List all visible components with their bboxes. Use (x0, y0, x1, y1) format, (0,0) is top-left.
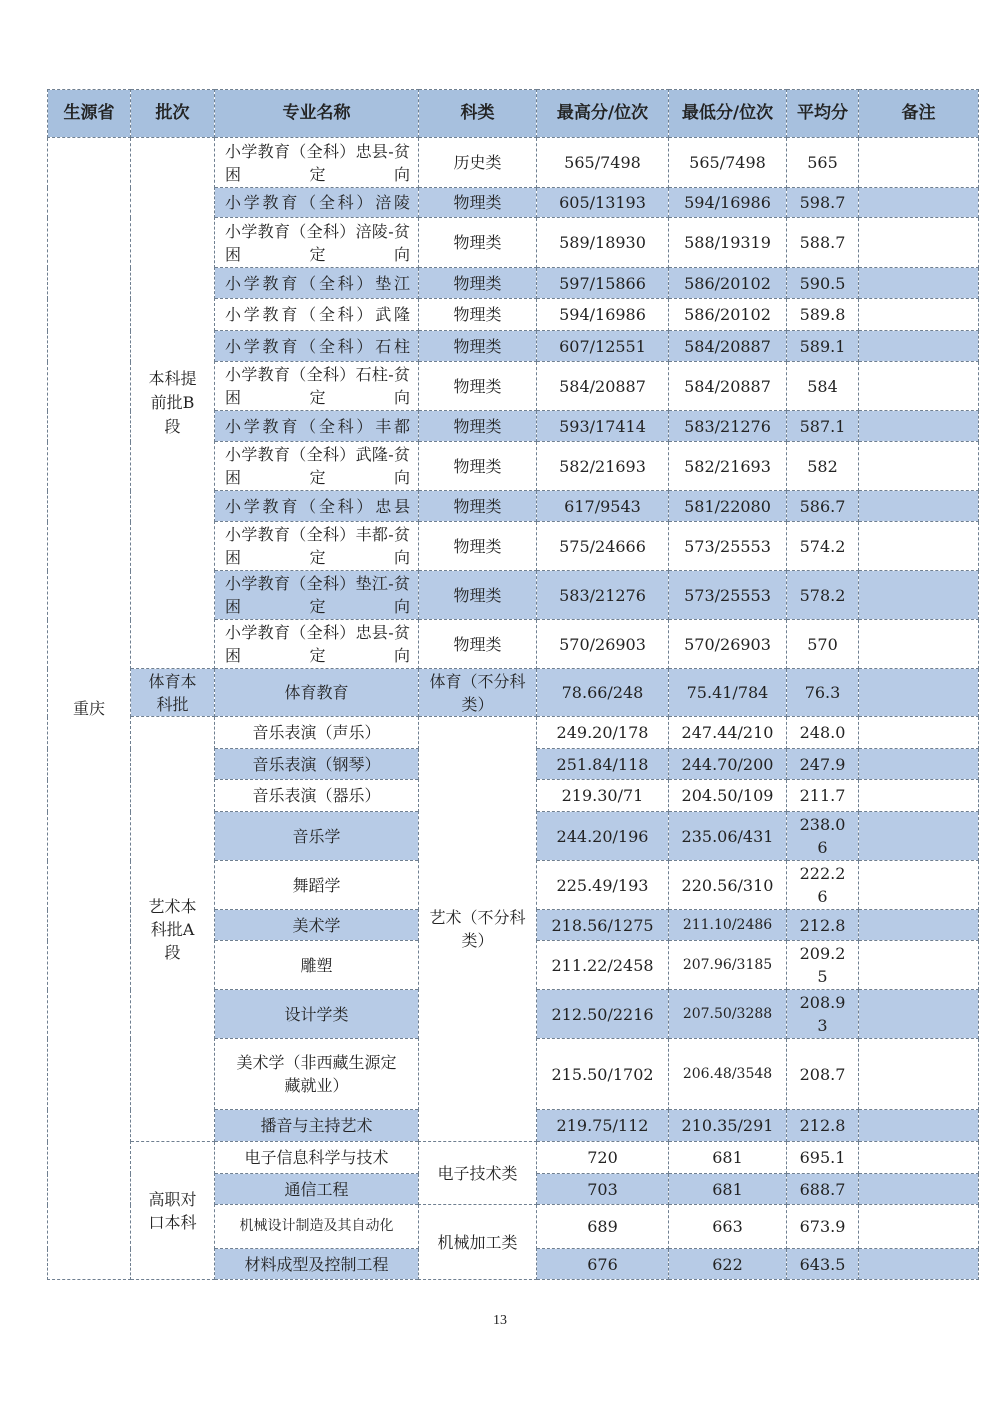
page-number: 13 (493, 1313, 507, 1328)
max-score-cell: 584/20887 (537, 362, 669, 411)
max-score-cell: 607/12551 (537, 331, 669, 362)
table-row (48, 669, 979, 717)
major-cell: 音乐表演（器乐） (215, 780, 419, 812)
batch-cell: 体育本科批 (131, 669, 215, 717)
min-score-cell: 681 (669, 1142, 787, 1174)
min-score-cell: 581/22080 (669, 491, 787, 522)
max-score-cell: 219.30/71 (537, 780, 669, 812)
min-score-cell: 235.06/431 (669, 812, 787, 861)
note-cell (859, 1110, 979, 1142)
major-cell: 体育教育 (215, 669, 419, 717)
avg-score-cell: 208.7 (787, 1039, 859, 1110)
avg-score-cell: 586.7 (787, 491, 859, 522)
note-cell (859, 331, 979, 362)
major-cell: 小学教育（全科）石柱 (215, 331, 419, 362)
avg-score-cell: 209.25 (787, 941, 859, 990)
note-cell (859, 268, 979, 299)
major-cell: 音乐学 (215, 812, 419, 861)
max-score-cell: 251.84/118 (537, 749, 669, 780)
min-score-cell: 681 (669, 1174, 787, 1205)
note-cell (859, 188, 979, 218)
major-cell: 小学教育（全科）忠县-贫困定向 (215, 138, 419, 188)
category-cell: 物理类 (419, 362, 537, 411)
avg-score-cell: 76.3 (787, 669, 859, 717)
header-avg-score: 平均分 (787, 90, 859, 138)
avg-score-cell: 578.2 (787, 571, 859, 620)
max-score-cell: 575/24666 (537, 522, 669, 571)
major-cell: 小学教育（全科）丰都 (215, 411, 419, 442)
table-row (48, 138, 979, 188)
max-score-cell: 593/17414 (537, 411, 669, 442)
admission-score-table (47, 89, 979, 1280)
batch-cell: 艺术本科批A段 (131, 717, 215, 1142)
min-score-cell: 573/25553 (669, 571, 787, 620)
avg-score-cell: 565 (787, 138, 859, 188)
avg-score-cell: 212.8 (787, 1110, 859, 1142)
max-score-cell: 583/21276 (537, 571, 669, 620)
avg-score-cell: 643.5 (787, 1249, 859, 1280)
min-score-cell: 204.50/109 (669, 780, 787, 812)
avg-score-cell: 673.9 (787, 1205, 859, 1249)
major-cell: 播音与主持艺术 (215, 1110, 419, 1142)
note-cell (859, 442, 979, 491)
max-score-cell: 78.66/248 (537, 669, 669, 717)
min-score-cell: 211.10/2486 (669, 910, 787, 941)
major-cell: 设计学类 (215, 990, 419, 1039)
avg-score-cell: 695.1 (787, 1142, 859, 1174)
category-cell: 体育（不分科类） (419, 669, 537, 717)
category-cell: 历史类 (419, 138, 537, 188)
min-score-cell: 622 (669, 1249, 787, 1280)
category-cell: 艺术（不分科类） (419, 717, 537, 1142)
category-cell: 物理类 (419, 491, 537, 522)
major-cell: 雕塑 (215, 941, 419, 990)
header-category: 科类 (419, 90, 537, 138)
note-cell (859, 362, 979, 411)
avg-score-cell: 212.8 (787, 910, 859, 941)
table-header-row (48, 90, 979, 138)
min-score-cell: 594/16986 (669, 188, 787, 218)
avg-score-cell: 238.06 (787, 812, 859, 861)
category-cell: 物理类 (419, 522, 537, 571)
avg-score-cell: 211.7 (787, 780, 859, 812)
max-score-cell: 219.75/112 (537, 1110, 669, 1142)
max-score-cell: 565/7498 (537, 138, 669, 188)
major-cell: 机械设计制造及其自动化 (215, 1205, 419, 1249)
min-score-cell: 586/20102 (669, 299, 787, 331)
category-cell: 电子技术类 (419, 1142, 537, 1205)
min-score-cell: 220.56/310 (669, 861, 787, 910)
avg-score-cell: 589.1 (787, 331, 859, 362)
major-cell: 音乐表演（钢琴） (215, 749, 419, 780)
min-score-cell: 573/25553 (669, 522, 787, 571)
note-cell (859, 1174, 979, 1205)
avg-score-cell: 248.0 (787, 717, 859, 749)
min-score-cell: 586/20102 (669, 268, 787, 299)
major-cell: 小学教育（全科）武隆-贫困定向 (215, 442, 419, 491)
note-cell (859, 1205, 979, 1249)
min-score-cell: 584/20887 (669, 362, 787, 411)
major-cell: 音乐表演（声乐） (215, 717, 419, 749)
max-score-cell: 720 (537, 1142, 669, 1174)
max-score-cell: 244.20/196 (537, 812, 669, 861)
note-cell (859, 812, 979, 861)
category-cell: 物理类 (419, 188, 537, 218)
category-cell: 物理类 (419, 331, 537, 362)
min-score-cell: 583/21276 (669, 411, 787, 442)
max-score-cell: 597/15866 (537, 268, 669, 299)
min-score-cell: 207.96/3185 (669, 941, 787, 990)
province-cell: 重庆 (48, 138, 131, 1280)
major-cell: 小学教育（全科）涪陵-贫困定向 (215, 218, 419, 268)
major-cell: 小学教育（全科）垫江 (215, 268, 419, 299)
header-max-score: 最高分/位次 (537, 90, 669, 138)
note-cell (859, 1249, 979, 1280)
max-score-cell: 617/9543 (537, 491, 669, 522)
major-cell: 美术学 (215, 910, 419, 941)
category-cell: 物理类 (419, 571, 537, 620)
note-cell (859, 1142, 979, 1174)
major-cell: 材料成型及控制工程 (215, 1249, 419, 1280)
min-score-cell: 75.41/784 (669, 669, 787, 717)
max-score-cell: 570/26903 (537, 620, 669, 669)
avg-score-cell: 587.1 (787, 411, 859, 442)
min-score-cell: 244.70/200 (669, 749, 787, 780)
major-cell: 小学教育（全科）垫江-贫困定向 (215, 571, 419, 620)
min-score-cell: 565/7498 (669, 138, 787, 188)
min-score-cell: 247.44/210 (669, 717, 787, 749)
category-cell: 物理类 (419, 218, 537, 268)
major-cell: 小学教育（全科）涪陵 (215, 188, 419, 218)
major-cell: 小学教育（全科）忠县 (215, 491, 419, 522)
min-score-cell: 582/21693 (669, 442, 787, 491)
note-cell (859, 669, 979, 717)
max-score-cell: 605/13193 (537, 188, 669, 218)
note-cell (859, 491, 979, 522)
max-score-cell: 589/18930 (537, 218, 669, 268)
max-score-cell: 249.20/178 (537, 717, 669, 749)
note-cell (859, 861, 979, 910)
major-cell: 小学教育（全科）武隆 (215, 299, 419, 331)
avg-score-cell: 588.7 (787, 218, 859, 268)
avg-score-cell: 574.2 (787, 522, 859, 571)
avg-score-cell: 222.26 (787, 861, 859, 910)
major-cell: 小学教育（全科）石柱-贫困定向 (215, 362, 419, 411)
table-row (48, 1142, 979, 1174)
major-cell: 通信工程 (215, 1174, 419, 1205)
max-score-cell: 218.56/1275 (537, 910, 669, 941)
note-cell (859, 522, 979, 571)
header-major: 专业名称 (215, 90, 419, 138)
note-cell (859, 620, 979, 669)
note-cell (859, 990, 979, 1039)
avg-score-cell: 598.7 (787, 188, 859, 218)
max-score-cell: 225.49/193 (537, 861, 669, 910)
note-cell (859, 941, 979, 990)
category-cell: 机械加工类 (419, 1205, 537, 1280)
header-batch: 批次 (131, 90, 215, 138)
major-cell: 美术学（非西藏生源定藏就业） (215, 1039, 419, 1110)
note-cell (859, 749, 979, 780)
note-cell (859, 299, 979, 331)
min-score-cell: 663 (669, 1205, 787, 1249)
min-score-cell: 570/26903 (669, 620, 787, 669)
category-cell: 物理类 (419, 442, 537, 491)
max-score-cell: 582/21693 (537, 442, 669, 491)
avg-score-cell: 247.9 (787, 749, 859, 780)
header-note: 备注 (859, 90, 979, 138)
major-cell: 电子信息科学与技术 (215, 1142, 419, 1174)
max-score-cell: 211.22/2458 (537, 941, 669, 990)
header-province: 生源省 (48, 90, 131, 138)
table-row (48, 717, 979, 749)
note-cell (859, 910, 979, 941)
avg-score-cell: 208.93 (787, 990, 859, 1039)
min-score-cell: 206.48/3548 (669, 1039, 787, 1110)
note-cell (859, 411, 979, 442)
major-cell: 小学教育（全科）忠县-贫困定向 (215, 620, 419, 669)
category-cell: 物理类 (419, 620, 537, 669)
note-cell (859, 138, 979, 188)
note-cell (859, 717, 979, 749)
max-score-cell: 676 (537, 1249, 669, 1280)
avg-score-cell: 589.8 (787, 299, 859, 331)
max-score-cell: 689 (537, 1205, 669, 1249)
batch-cell: 高职对口本科 (131, 1142, 215, 1280)
max-score-cell: 215.50/1702 (537, 1039, 669, 1110)
note-cell (859, 218, 979, 268)
avg-score-cell: 688.7 (787, 1174, 859, 1205)
category-cell: 物理类 (419, 411, 537, 442)
avg-score-cell: 582 (787, 442, 859, 491)
note-cell (859, 571, 979, 620)
max-score-cell: 594/16986 (537, 299, 669, 331)
avg-score-cell: 590.5 (787, 268, 859, 299)
batch-cell: 本科提前批B段 (131, 138, 215, 669)
category-cell: 物理类 (419, 268, 537, 299)
min-score-cell: 210.35/291 (669, 1110, 787, 1142)
min-score-cell: 207.50/3288 (669, 990, 787, 1039)
major-cell: 舞蹈学 (215, 861, 419, 910)
major-cell: 小学教育（全科）丰都-贫困定向 (215, 522, 419, 571)
max-score-cell: 703 (537, 1174, 669, 1205)
avg-score-cell: 570 (787, 620, 859, 669)
category-cell: 物理类 (419, 299, 537, 331)
avg-score-cell: 584 (787, 362, 859, 411)
note-cell (859, 1039, 979, 1110)
min-score-cell: 584/20887 (669, 331, 787, 362)
note-cell (859, 780, 979, 812)
header-min-score: 最低分/位次 (669, 90, 787, 138)
min-score-cell: 588/19319 (669, 218, 787, 268)
max-score-cell: 212.50/2216 (537, 990, 669, 1039)
